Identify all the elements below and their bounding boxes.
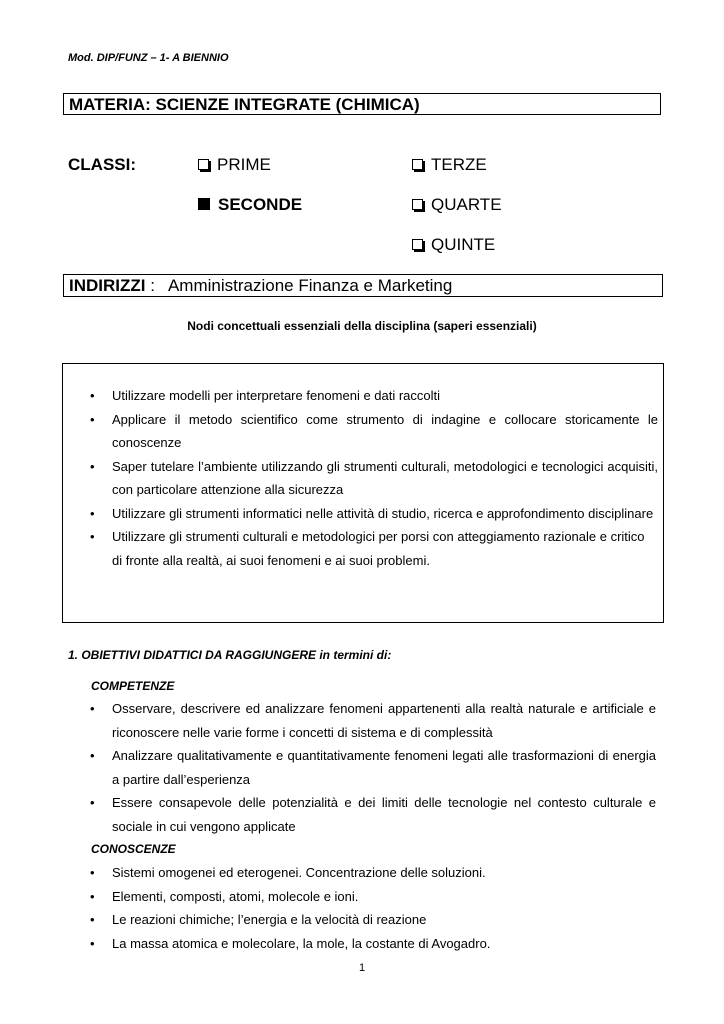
list-item: • Essere consapevole delle potenzialità e dei limiti delle tecnologie nel contesto culturale e sociale in cui vengono applicate: [112, 791, 656, 838]
class-option-terze: [412, 155, 487, 175]
nodi-title: Nodi concettuali essenziali della disciplina (saperi essenziali): [187, 319, 537, 333]
class-option-label: TERZE: [431, 155, 487, 174]
obiettivi-title: 1. OBIETTIVI DIDATTICI DA RAGGIUNGERE in termini di:: [68, 648, 392, 662]
classi-label: CLASSI:: [68, 155, 136, 174]
indirizzi-label: INDIRIZZI: [69, 276, 146, 295]
page-number: 1: [358, 962, 366, 974]
class-option-label: PRIME: [217, 155, 271, 174]
list-item: • Saper tutelare l’ambiente utilizzando gli strumenti culturali, metodologici e tecnologici acquisiti, con particolare attenzione alla sicurezza: [112, 455, 658, 502]
class-option-label: SECONDE: [218, 195, 303, 214]
indirizzi-separator: :: [145, 276, 155, 295]
class-option-quarte: [412, 195, 502, 215]
checkbox-empty-icon: [198, 159, 209, 170]
list-item: • Analizzare qualitativamente e quantitativamente fenomeni legati alle trasformazioni di energia a partire dall’esperienza: [112, 744, 656, 791]
list-item: • Utilizzare gli strumenti culturali e metodologici per porsi con atteggiamento razionale e critico di fronte alla realtà, ai suoi fenomeni e ai suoi problemi.: [112, 525, 658, 572]
list-item: • La massa atomica e molecolare, la mole, la costante di Avogadro.: [112, 932, 656, 956]
list-item: • Osservare, descrivere ed analizzare fenomeni appartenenti alla realtà naturale e artificiale e riconoscere nelle varie forme i concetti di sistema e di complessità: [112, 697, 656, 744]
competenze-label: COMPETENZE: [91, 679, 175, 693]
materia-title: MATERIA: SCIENZE INTEGRATE (CHIMICA): [63, 93, 661, 115]
module-code: Mod. DIP/FUNZ – 1- A BIENNIO: [68, 52, 229, 64]
list-item: • Applicare il metodo scientifico come strumento di indagine e collocare storicamente le conoscenze: [112, 408, 658, 455]
indirizzi-row: [63, 274, 663, 297]
indirizzi-value: Amministrazione Finanza e Marketing: [167, 276, 453, 295]
list-item: • Le reazioni chimiche; l’energia e la velocità di reazione: [112, 908, 656, 932]
checkbox-filled-icon: [198, 198, 210, 210]
list-item: • Utilizzare gli strumenti informatici nelle attività di studio, ricerca e approfondimento disciplinare: [112, 502, 658, 526]
class-option-label: QUARTE: [431, 195, 502, 214]
list-item: • Utilizzare modelli per interpretare fenomeni e dati raccolti: [112, 384, 658, 408]
nodi-list: [112, 384, 658, 572]
checkbox-empty-icon: [412, 199, 423, 210]
class-option-label: QUINTE: [431, 235, 496, 254]
class-option-quinte: [412, 235, 495, 255]
competenze-list: [112, 697, 656, 838]
class-option-seconde: [198, 195, 302, 215]
class-option-prime: [198, 155, 271, 175]
checkbox-empty-icon: [412, 239, 423, 250]
conoscenze-label: CONOSCENZE: [91, 842, 176, 856]
checkbox-empty-icon: [412, 159, 423, 170]
conoscenze-list: [112, 861, 656, 955]
list-item: • Elementi, composti, atomi, molecole e ioni.: [112, 885, 656, 909]
list-item: • Sistemi omogenei ed eterogenei. Concentrazione delle soluzioni.: [112, 861, 656, 885]
